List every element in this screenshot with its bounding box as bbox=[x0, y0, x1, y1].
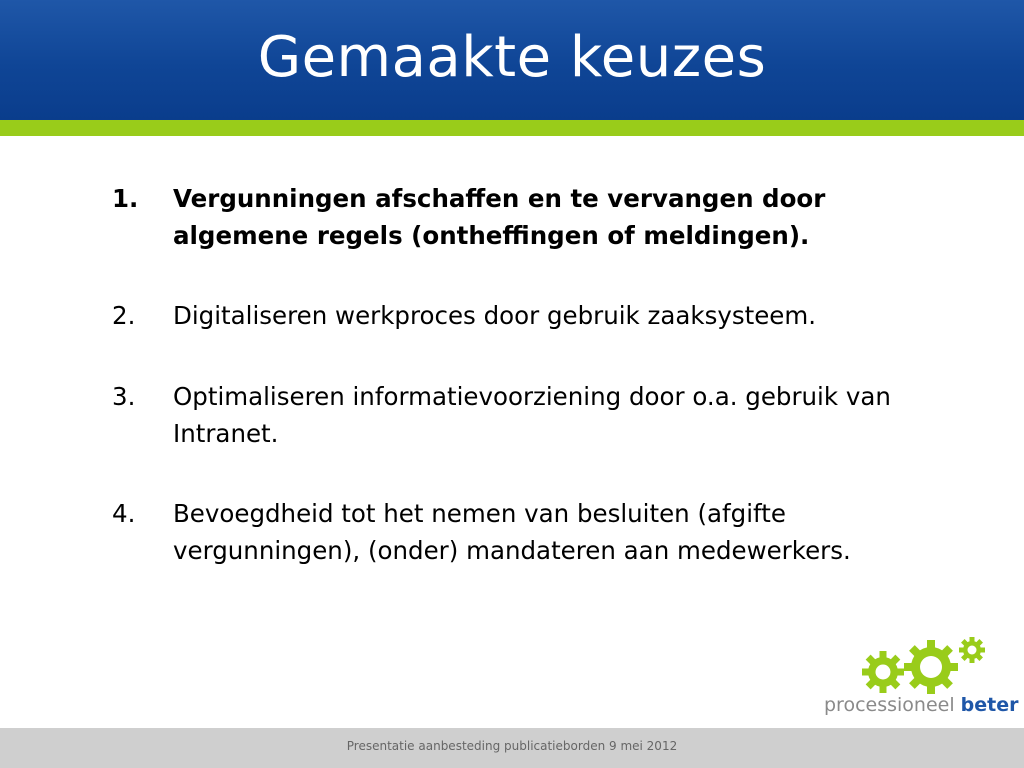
logo-word-beter: beter bbox=[960, 694, 1019, 716]
footer-text: Presentatie aanbesteding publicatieborden 9 mei 2012 bbox=[346, 739, 678, 753]
footer-bar bbox=[0, 728, 1024, 768]
list-item-text: Bevoegdheid tot het nemen van besluiten (afgifte vergunningen), (onder) mandateren aan medewerkers. bbox=[173, 499, 851, 565]
slide-title: Gemaakte keuzes bbox=[257, 25, 767, 90]
list-item bbox=[112, 378, 942, 452]
company-logo bbox=[820, 634, 1020, 724]
gears-icon bbox=[820, 634, 1020, 696]
list-item-text: Vergunningen afschaffen en te vervangen door algemene regels (ontheffingen of meldingen). bbox=[173, 184, 826, 250]
logo-word-processioneel: processioneel bbox=[824, 694, 955, 716]
title-bar bbox=[0, 0, 1024, 120]
list-item-number: 3. bbox=[112, 382, 136, 411]
logo-wordmark bbox=[824, 694, 1019, 716]
numbered-list bbox=[112, 180, 942, 612]
list-item bbox=[112, 297, 942, 334]
list-item bbox=[112, 180, 942, 254]
list-item-number: 1. bbox=[112, 184, 139, 213]
list-item bbox=[112, 495, 942, 569]
list-item-text: Optimaliseren informatievoorziening door o.a. gebruik van Intranet. bbox=[173, 382, 891, 448]
accent-stripe bbox=[0, 120, 1024, 136]
list-item-number: 2. bbox=[112, 301, 136, 330]
list-item-number: 4. bbox=[112, 499, 136, 528]
list-item-text: Digitaliseren werkproces door gebruik zaaksysteem. bbox=[173, 301, 817, 330]
